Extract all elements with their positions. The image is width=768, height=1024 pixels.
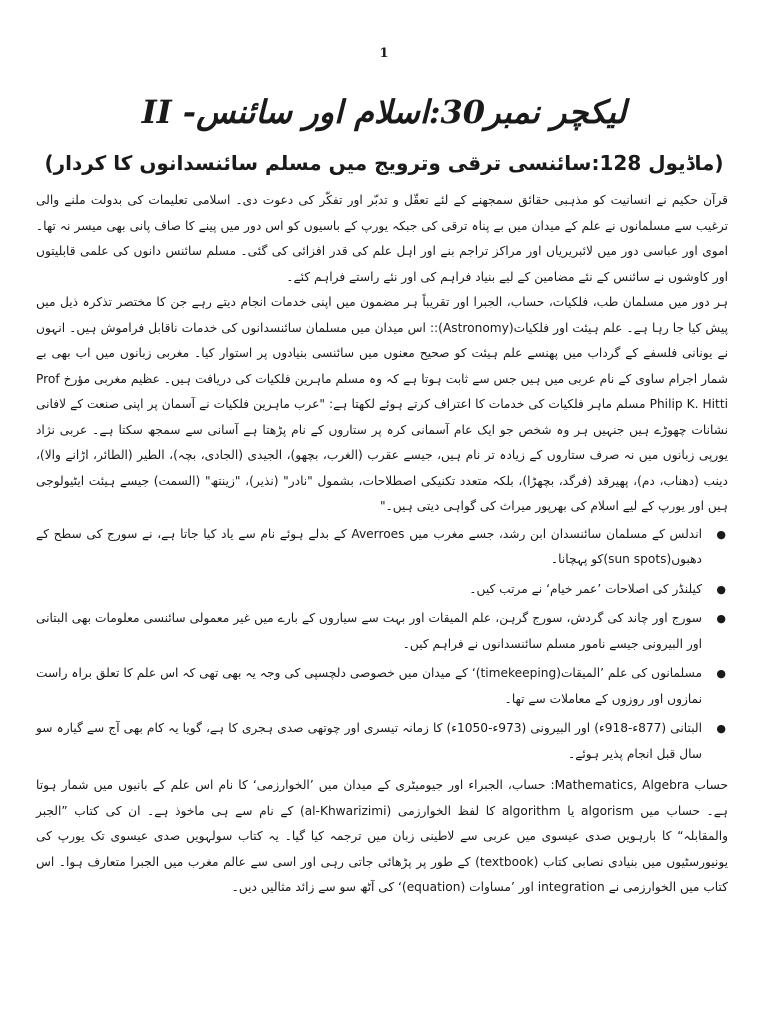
intro-paragraph: قرآن حکیم نے انسانیت کو مذہبی حقائق سمجھنے کے لئے تعقّل و تدبّر اور تفکّر کی دعوت دی۔ اسلامی تعلیمات کی بدولت ملنے والی ترغیب سے مسلمانوں نے علم کے میدان میں بے پناہ ترقی کی جبکہ یورپ کے باسیوں کو اس دور میں پینے کا صاف پانی بھی میسر نہ تھا۔ اموی اور عباسی دور میں لائبریریاں اور مراکز تراجم بنے اور اہل علم کی قدر افزائی کی گئی۔ مسلم سائنس دانوں کی علمی قابلیتوں اور کاوشوں نے سائنس کے نئے مضامین کے لیے بنیاد فراہم کی اور نئے راستے فراہم کئے۔ [36,193,728,284]
list-item: ● کیلنڈر کی اصلاحات ’عمر خیام‘ نے مرتب کیں۔ [36,577,702,603]
astronomy-paragraph: ہر دور میں مسلمان طب، فلکیات، حساب، الجبرا اور تقریباً ہر مضمون میں اپنی خدمات انجام دیتے رہے جن کا مختصر تذکرہ ذیل میں پیش کیا جا رہا ہے۔ علم ہیئت اور فلکیات(Astronomy):: اس میدان میں مسلمان سائنسدانوں کی خدمات ناقابل فراموش ہیں۔ انہوں نے یونانی فلسفے کے گرداب میں پھنسے علم ہیئت کو صحیح معنوں میں سائنسی بنیادوں پر استوار کیا۔ مغربی زبانوں میں اب بھی بے شمار اجرام ساوی کے نام عربی میں ہیں جس سے ثابت ہوتا ہے کہ وہ مسلم ماہرین فلکیات کی دریافت ہیں۔ عظیم مغربی مؤرخ Prof Philip K. Hitti مسلم ماہر فلکیات کی خدمات کا اعتراف کرتے ہوئے لکھتا ہے: "عرب ماہرین فلکیات نے آسمان پر اپنی صنعت کے لافانی نشانات چھوڑے ہیں جنہیں ہر وہ شخص جو ایک عام آسمانی کرہ پر ستاروں کے نام پڑھتا ہے آسانی سے سمجھ سکتا ہے۔ عربی نژاد یورپی زبانوں میں نہ صرف ستاروں کے زیادہ تر نام ہیں، جیسے عقرب (الغرب، بچھو)، الجیدی (الجادی، بچہ)، الطیر (الطائر، اڑانے والا)، دینب (دھناب، دم)، پھیرقد (فرگد، بچھڑا)، بلکہ متعدد تکنیکی اصطلاحات، بشمول "نادر" (نذیر)، "زینتھ" (السمت) جیسے ہیئت ایٹیولوجی ہیں اور یورپ کے لیے اسلام کی بھرپور میراث کی گواہی دیتی ہیں۔" [36,295,729,513]
page-number: 1 [379,46,389,61]
astronomy-bullet-list [36,522,728,768]
lecture-title: لیکچر نمبر30:اسلام اور سائنس- II [141,93,627,131]
module-subtitle: (ماڈیول 128:سائنسی ترقی وترویج میں مسلم سائنسدانوں کا کردار) [44,151,724,175]
mathematics-paragraph: حساب Mathematics, Algebra: حساب، الجبراء اور جیومیٹری کے میدان میں ’الخوارزمی‘ کا نام اس علم کے بانیوں میں شمار ہوتا ہے۔ حساب میں algorism یا algorithm کا لفظ الخوارزمی (al-Khwarizimi) کے نام سے ہی ماخوذ ہے۔ ان کی کتاب ”الجبر والمقابلہ“ کا بارہویں صدی عیسوی میں عربی سے لاطینی زبان میں ترجمہ کیا گیا۔ یہ کتاب سولہویں صدی عیسوی تک یورپ کی یونیورسٹیوں میں بنیادی نصابی کتاب (textbook) کے طور پر پڑھائی جاتی رہی اور اسی سے عالم مغرب میں الجبرا متعارف ہوا۔ اس کتاب میں الخوارزمی نے integration اور ’مساوات (equation)‘ کی آٹھ سو سے زائد مثالیں دیں۔ [36,778,729,894]
list-item: ● اندلس کے مسلمان سائنسدان ابن رشد، جسے مغرب میں Averroes کے بدلے ہوئے نام سے یاد کیا جاتا ہے، نے سورج کی سطح کے دھبوں(sun spots)کو پہچانا۔ [36,522,702,573]
list-item: ● البتانی (877ء-918ء) اور البیرونی (973ء-1050ء) کا زمانہ تیسری اور چوتھی صدی ہجری کا ہے، گویا یہ کام بھی آج سے گیارہ سو سال قبل انجام پذیر ہوئے۔ [36,716,702,767]
document-body [36,188,728,901]
list-item: ● سورج اور چاند کی گردش، سورج گرہن، علم المیقات اور بہت سے سیاروں کے بارے میں غیر معمولی سائنسی معلومات بھی البتانی اور البیرونی جیسے نامور مسلم سائنسدانوں نے فراہم کیں۔ [36,606,702,657]
list-item: ● مسلمانوں کی علم ’المیقات(timekeeping)‘ کے میدان میں خصوصی دلچسپی کی وجہ یہ بھی تھی کہ اس علم کا تعلق براہ راست نمازوں اور روزوں کے معاملات سے تھا۔ [36,661,702,712]
